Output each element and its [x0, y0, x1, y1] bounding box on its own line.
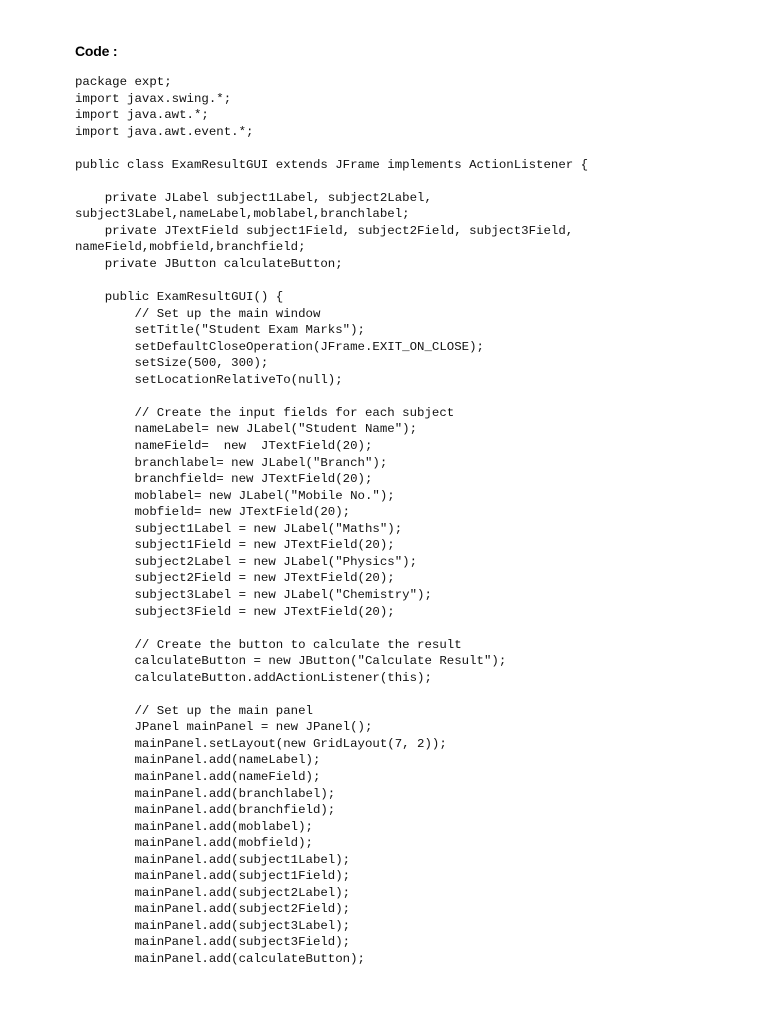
code-line: branchlabel= new JLabel("Branch");: [75, 455, 388, 470]
code-line: mainPanel.add(branchfield);: [75, 803, 336, 818]
code-line: subject2Label = new JLabel("Physics");: [75, 554, 418, 569]
code-line: import java.awt.event.*;: [75, 124, 254, 139]
code-line: // Set up the main panel: [75, 703, 313, 718]
code-line: moblabel= new JLabel("Mobile No.");: [75, 488, 395, 503]
code-line: setTitle("Student Exam Marks");: [75, 323, 365, 338]
code-line: mainPanel.add(branchlabel);: [75, 786, 336, 801]
code-line: subject2Field = new JTextField(20);: [75, 571, 395, 586]
code-blank-line: [75, 273, 588, 290]
code-line: mainPanel.add(calculateButton);: [75, 951, 365, 966]
code-line: setLocationRelativeTo(null);: [75, 372, 343, 387]
code-blank-line: [75, 140, 588, 157]
code-blank-line: [75, 388, 588, 405]
code-line: nameLabel= new JLabel("Student Name");: [75, 422, 418, 437]
code-heading: Code :: [75, 43, 118, 59]
code-line: mainPanel.setLayout(new GridLayout(7, 2));: [75, 736, 447, 751]
code-line: package expt;: [75, 75, 172, 89]
code-line: public class ExamResultGUI extends JFrame implements ActionListener {: [75, 157, 589, 172]
code-line: private JLabel subject1Label, subject2Label,: [75, 190, 432, 205]
code-line: mainPanel.add(subject2Field);: [75, 902, 351, 917]
code-line: import javax.swing.*;: [75, 91, 232, 106]
code-line: // Create the input fields for each subject: [75, 405, 455, 420]
code-line: mainPanel.add(subject3Label);: [75, 918, 351, 933]
code-line: nameField,mobfield,branchfield;: [75, 240, 306, 255]
code-line: branchfield= new JTextField(20);: [75, 472, 373, 487]
code-line: nameField= new JTextField(20);: [75, 439, 373, 454]
code-line: subject1Label = new JLabel("Maths");: [75, 521, 403, 536]
code-line: mainPanel.add(subject1Field);: [75, 869, 351, 884]
code-line: mainPanel.add(nameLabel);: [75, 753, 321, 768]
code-blank-line: [75, 686, 588, 703]
code-line: // Create the button to calculate the result: [75, 637, 462, 652]
code-line: private JTextField subject1Field, subject2Field, subject3Field,: [75, 223, 574, 238]
code-blank-line: [75, 173, 588, 190]
code-line: calculateButton.addActionListener(this);: [75, 670, 432, 685]
code-blank-line: [75, 620, 588, 637]
code-line: mainPanel.add(nameField);: [75, 769, 321, 784]
code-line: subject1Field = new JTextField(20);: [75, 538, 395, 553]
code-line: mainPanel.add(moblabel);: [75, 819, 313, 834]
code-line: setSize(500, 300);: [75, 356, 269, 371]
code-line: mainPanel.add(subject1Label);: [75, 852, 351, 867]
code-line: calculateButton = new JButton("Calculate Result");: [75, 654, 507, 669]
code-line: mainPanel.add(subject2Label);: [75, 885, 351, 900]
code-line: mobfield= new JTextField(20);: [75, 505, 351, 520]
code-line: public ExamResultGUI() {: [75, 290, 284, 305]
code-block: [75, 74, 588, 968]
code-line: private JButton calculateButton;: [75, 257, 343, 272]
code-line: // Set up the main window: [75, 306, 321, 321]
code-line: subject3Label,nameLabel,moblabel,branchlabel;: [75, 207, 410, 222]
code-line: setDefaultCloseOperation(JFrame.EXIT_ON_CLOSE);: [75, 339, 484, 354]
code-line: subject3Label = new JLabel("Chemistry");: [75, 587, 432, 602]
code-line: mainPanel.add(mobfield);: [75, 836, 313, 851]
code-line: import java.awt.*;: [75, 108, 209, 123]
code-line: subject3Field = new JTextField(20);: [75, 604, 395, 619]
code-line: mainPanel.add(subject3Field);: [75, 935, 351, 950]
code-line: JPanel mainPanel = new JPanel();: [75, 720, 373, 735]
